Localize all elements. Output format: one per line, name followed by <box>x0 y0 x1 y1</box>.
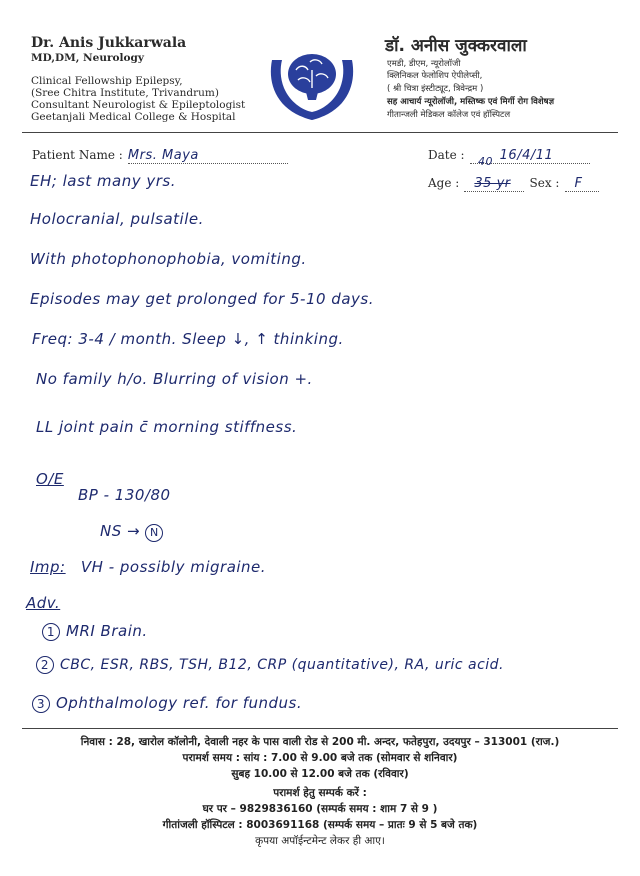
ns-finding <box>100 522 163 542</box>
advice-number-2: 2 <box>36 656 54 674</box>
impression-row <box>30 558 266 576</box>
patient-name-field <box>32 144 288 164</box>
advice-number-1: 1 <box>42 623 60 641</box>
footer-appointment-note: कृपया अपॉईन्टमेन्ट लेकर ही आए। <box>255 835 385 847</box>
advice-text-2: CBC, ESR, RBS, TSH, B12, CRP (quantitative), RA, uric acid. <box>60 657 505 673</box>
advice-text-1: MRI Brain. <box>66 622 148 640</box>
oe-label: O/E <box>36 470 64 488</box>
patient-name-label: Patient Name : <box>32 148 123 162</box>
bp-reading: BP - 130/80 <box>78 486 171 504</box>
advice-number-3: 3 <box>32 695 50 713</box>
ns-label: NS → <box>100 522 141 540</box>
hindi-line-4: सह आचार्य न्यूरोलॉजी, मस्तिष्क एवं मिर्गी रोग विशेषज्ञ <box>387 97 555 107</box>
impression-label: Imp: <box>30 558 66 576</box>
sex-value: F <box>574 176 583 191</box>
doctor-degrees-english: MD,DM, Neurology <box>31 52 144 64</box>
date-value: 16/4/11 <box>499 148 554 163</box>
footer-contact-title: परामर्श हेतु सम्पर्क करें : <box>273 787 367 799</box>
footer-timing-sunday: सुबह 10.00 से 12.00 बजे तक (रविवार) <box>231 768 409 780</box>
brain-hands-logo-icon <box>266 40 358 122</box>
note-line-7: LL joint pain c̄ morning stiffness. <box>36 418 298 436</box>
hindi-line-1: एमडी, डीएम, न्यूरोलॉजी <box>387 59 461 69</box>
footer-timing-weekday: परामर्श समय : सांय : 7.00 से 9.00 बजे तक (सोमवार से शनिवार) <box>182 752 458 764</box>
credential-line-4: Geetanjali Medical College & Hospital <box>31 111 236 123</box>
patient-name-value: Mrs. Maya <box>127 148 199 163</box>
age-value-struck: 35 yr <box>474 176 511 191</box>
date-field <box>428 144 590 164</box>
credential-line-3: Consultant Neurologist & Epileptologist <box>31 99 246 111</box>
advice-item-1 <box>42 622 148 641</box>
doctor-name-hindi: डॉ. अनीस जुक्करवाला <box>385 36 527 56</box>
footer-home-phone: घर पर – 9829836160 (सम्पर्क समय : शाम 7 से 9 ) <box>202 803 438 815</box>
footer-divider <box>22 728 618 729</box>
header-divider <box>22 132 618 133</box>
advice-label: Adv. <box>26 594 61 612</box>
credential-line-1: Clinical Fellowship Epilepsy, <box>31 75 183 87</box>
age-label: Age : <box>428 176 460 190</box>
age-corrected-value: 40 <box>478 155 493 168</box>
footer-hospital-phone: गीतांजली हॉस्पिटल : 8003691168 (सम्पर्क समय – प्रातः 9 से 5 बजे तक) <box>162 819 478 831</box>
ns-normal-circle: N <box>145 524 163 542</box>
note-line-2: Holocranial, pulsatile. <box>30 210 204 228</box>
advice-item-2 <box>36 656 504 674</box>
age-sex-field <box>428 172 599 192</box>
note-line-3: With photophonophobia, vomiting. <box>30 250 307 268</box>
impression-text: VH - possibly migraine. <box>80 558 267 576</box>
advice-item-3 <box>32 694 302 713</box>
advice-text-3: Ophthalmology ref. for fundus. <box>56 694 303 712</box>
doctor-name-english: Dr. Anis Jukkarwala <box>31 35 187 51</box>
hindi-line-3: ( श्री चित्रा इंस्टीट्यूट, त्रिवेन्द्रम ) <box>387 84 484 94</box>
footer-address: निवास : 28, खारोल कॉलोनी, देवाली नहर के पास वाली रोड से 200 मी. अन्दर, फतेहपुरा, उदयपुर – 313001 (राज.) <box>80 736 560 748</box>
note-line-4: Episodes may get prolonged for 5-10 days. <box>30 290 374 308</box>
note-line-6: No family h/o. Blurring of vision +. <box>36 370 313 388</box>
hindi-line-5: गीतान्जली मेडिकल कॉलेज एवं हॉस्पिटल <box>387 110 511 120</box>
note-line-5: Freq: 3-4 / month. Sleep ↓, ↑ thinking. <box>32 330 344 348</box>
date-label: Date : <box>428 148 465 162</box>
hindi-line-2: क्लिनिकल फेलोशिप ऐपीलेप्सी, <box>387 71 483 81</box>
note-line-1: EH; last many yrs. <box>30 172 176 190</box>
sex-label: Sex : <box>529 176 560 190</box>
credential-line-2: (Sree Chitra Institute, Trivandrum) <box>31 87 219 99</box>
